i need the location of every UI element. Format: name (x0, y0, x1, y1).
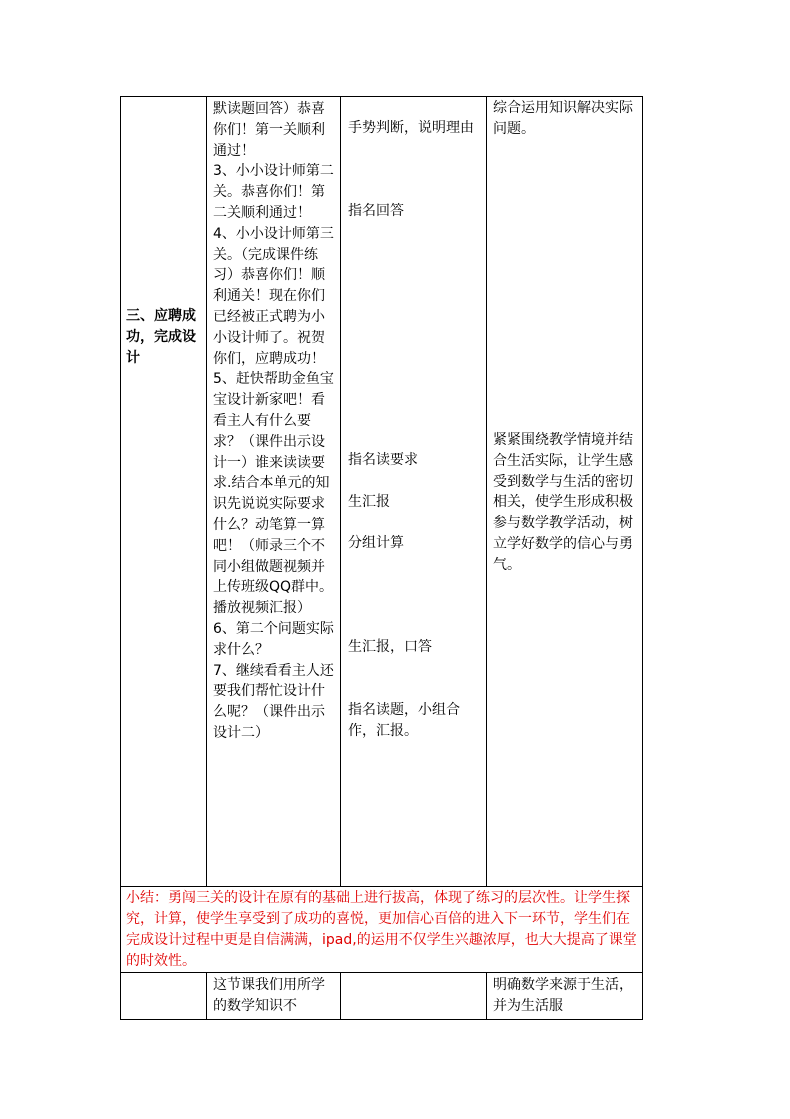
column-divider-3-row3 (486, 972, 487, 1020)
row-divider-summary-top (120, 886, 643, 887)
table-border-right (642, 96, 643, 1020)
summary-text: 小结：勇闯三关的设计在原有的基础上进行拔高，体现了练习的层次性。让学生探究，计算，使学生享受到了成功的喜悦，更加信心百倍的进入下一环节，学生们在完成设计过程中更是自信满满，ipad,的运用不仅学生兴趣浓厚，也大大提高了课堂的时效性。 (126, 890, 637, 969)
table-border-top (120, 96, 643, 97)
student-activity-5: 分组计算 (348, 535, 404, 551)
design-intent-2: 紧紧围绕教学情境并结合生活实际，让学生感受到数学与生活的密切相关，使学生形成积极参与数学教学活动，树立学好数学的信心与勇气。 (493, 432, 633, 573)
row-divider-summary-bottom (120, 972, 643, 973)
student-activity-1: 手势判断，说明理由 (348, 120, 474, 136)
stage-title: 三、应聘成功，完成设计 (126, 308, 196, 366)
student-activity-7: 指名读题，小组合作，汇报。 (348, 702, 460, 739)
column-divider-2-row3 (340, 972, 341, 1020)
table-border-left (120, 96, 121, 1020)
student-activity-3: 指名读要求 (348, 452, 418, 468)
column-divider-2 (340, 96, 341, 886)
column-divider-1 (206, 96, 207, 886)
student-activity-2: 指名回答 (348, 203, 404, 219)
teacher-activity-text: 默读题回答）恭喜你们！第一关顺利通过！ 3、小小设计师第二关。恭喜你们！第二关顺利通过！ 4、小小设计师第三关。（完成课件练习）恭喜你们！顺利通关！现在你们已经被正式聘为小小设计师了。祝贺你们，应聘成功！ 5、赶快帮助金鱼宝宝设计新家吧！看看主人有什么要求？（课件出示设计一）谁来读读要求.结合本单元的知识先说说实际要求什么？动笔算一算吧！（师录三个不同小组做题视频并上传班级QQ群中。播放视频汇报） 6、第二个问题实际求什么？ 7、继续看看主人还要我们帮忙设计什么呢？（课件出示设计二） (213, 101, 334, 741)
design-intent-1: 综合运用知识解决实际问题。 (493, 100, 633, 137)
column-divider-1-row3 (206, 972, 207, 1020)
student-activity-6: 生汇报，口答 (348, 639, 432, 655)
student-activity-4: 生汇报 (348, 494, 390, 510)
design-intent-row3: 明确数学来源于生活，并为生活服 (493, 977, 633, 1014)
column-divider-3 (486, 96, 487, 886)
table-border-bottom (120, 1019, 643, 1020)
teacher-activity-row3: 这节课我们用所学的数学知识不 (213, 977, 325, 1014)
